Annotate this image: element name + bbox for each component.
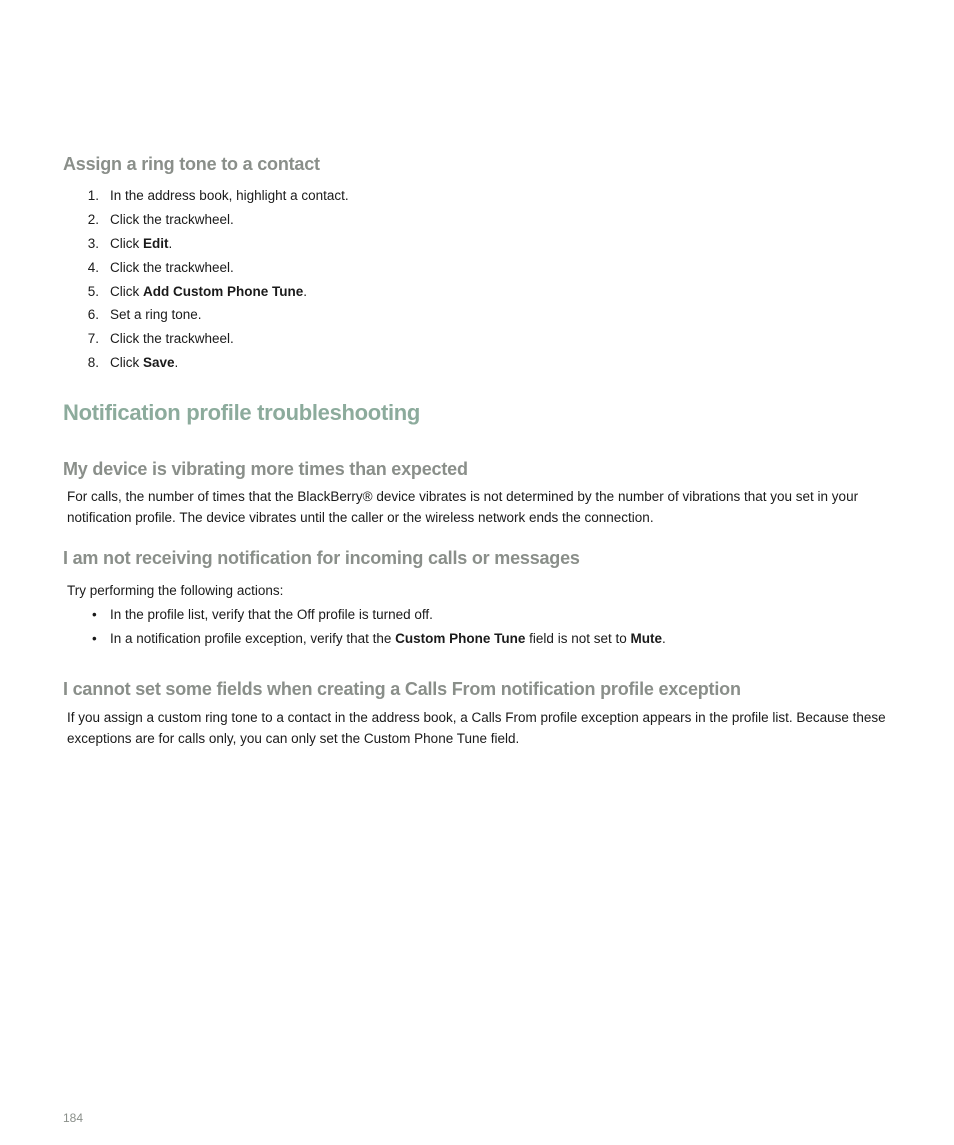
paragraph-vibrating: For calls, the number of times that the BlackBerry® device vibrates is not determined by the number of vibrations that you set in your notification profile. The device vibrates until the caller or the wireless network ends the connection. (67, 489, 859, 525)
list-item: 5. Click Add Custom Phone Tune. (87, 283, 308, 299)
page-number: 184 (63, 1111, 84, 1125)
list-item: 7. Click the trackwheel. (87, 331, 234, 347)
section-heading-assign-ring-tone: Assign a ring tone to a contact (63, 154, 320, 174)
list-item: 6. Set a ring tone. (87, 307, 202, 323)
subsection-heading-cannot-set-fields: I cannot set some fields when creating a Calls From notification profile exception (63, 679, 741, 699)
list-item: 3. Click Edit. (87, 235, 173, 251)
section-heading-notification-troubleshooting: Notification profile troubleshooting (63, 400, 421, 425)
subsection-heading-not-receiving: I am not receiving notification for incoming calls or messages (63, 548, 580, 568)
bullets-list (63, 603, 666, 651)
list-item: • In the profile list, verify that the Off profile is turned off. (92, 607, 433, 622)
paragraph-try-actions: Try performing the following actions: (67, 583, 284, 598)
list-item: 8. Click Save. (87, 355, 179, 371)
list-item: 4. Click the trackwheel. (87, 259, 234, 275)
list-item: 2. Click the trackwheel. (87, 211, 234, 227)
list-item: • In a notification profile exception, verify that the Custom Phone Tune field is not set to Mute. (92, 630, 666, 646)
subsection-heading-vibrating: My device is vibrating more times than expected (63, 459, 468, 479)
list-item: 1. In the address book, highlight a contact. (87, 188, 349, 203)
paragraph-calls-from: If you assign a custom ring tone to a contact in the address book, a Calls From profile exception appears in the profile list. Because these exceptions are for calls only, you can only set the Custom Phone Tune field. (67, 710, 886, 746)
steps-list (63, 184, 349, 375)
